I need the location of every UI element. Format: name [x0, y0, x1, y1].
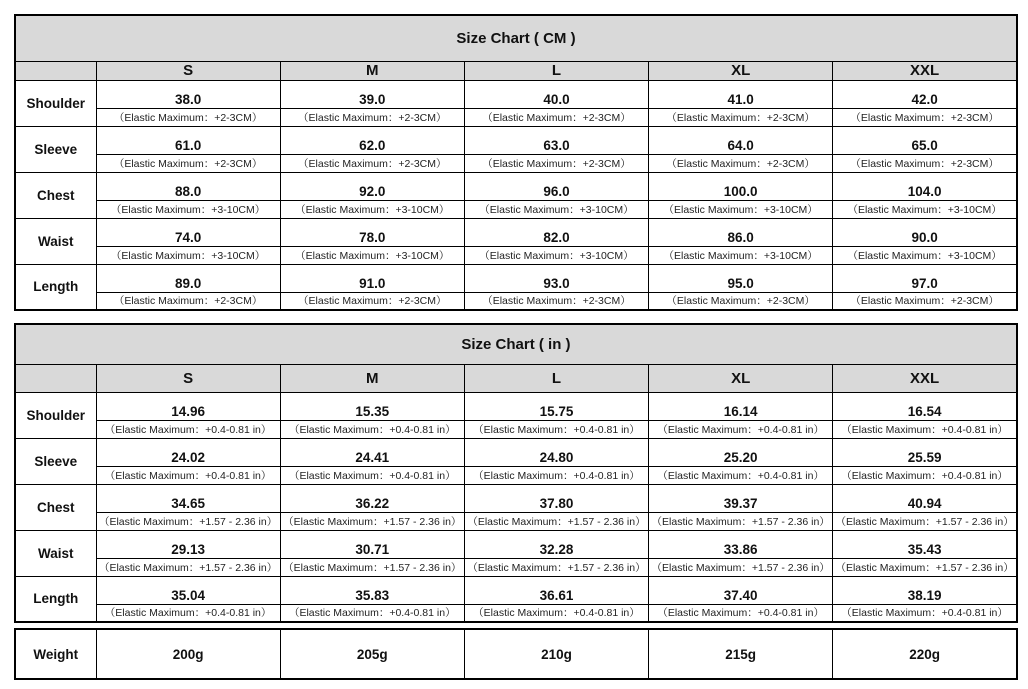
elastic-note: （Elastic Maximum：+0.4-0.81 in）	[649, 466, 833, 484]
elastic-note: （Elastic Maximum：+1.57 - 2.36 in）	[280, 558, 464, 576]
table-row	[15, 530, 1017, 558]
header-size-s: S	[96, 61, 280, 80]
note-row	[15, 558, 1017, 576]
elastic-note: （Elastic Maximum：+3-10CM）	[280, 200, 464, 218]
row-label-sleeve: Sleeve	[15, 126, 96, 172]
elastic-note: （Elastic Maximum：+3-10CM）	[649, 200, 833, 218]
weight-value: 205g	[280, 629, 464, 679]
elastic-note: （Elastic Maximum：+3-10CM）	[833, 246, 1017, 264]
elastic-note: （Elastic Maximum：+0.4-0.81 in）	[280, 604, 464, 622]
row-label-length: Length	[15, 576, 96, 622]
value-cell: 78.0	[280, 218, 464, 246]
value-cell: 35.83	[280, 576, 464, 604]
elastic-note: （Elastic Maximum：+2-3CM）	[649, 292, 833, 310]
size-chart-cm	[14, 14, 1018, 311]
value-cell: 24.80	[464, 438, 648, 466]
elastic-note: （Elastic Maximum：+0.4-0.81 in）	[96, 604, 280, 622]
elastic-note: （Elastic Maximum：+2-3CM）	[833, 108, 1017, 126]
value-cell: 16.14	[649, 392, 833, 420]
value-cell: 95.0	[649, 264, 833, 292]
row-label-chest: Chest	[15, 484, 96, 530]
table-row	[15, 629, 1017, 679]
elastic-note: （Elastic Maximum：+0.4-0.81 in）	[280, 420, 464, 438]
value-cell: 39.0	[280, 80, 464, 108]
value-cell: 74.0	[96, 218, 280, 246]
value-cell: 36.22	[280, 484, 464, 512]
elastic-note: （Elastic Maximum：+2-3CM）	[649, 154, 833, 172]
elastic-note: （Elastic Maximum：+1.57 - 2.36 in）	[280, 512, 464, 530]
value-cell: 25.20	[649, 438, 833, 466]
value-cell: 82.0	[464, 218, 648, 246]
value-cell: 37.40	[649, 576, 833, 604]
row-label-length: Length	[15, 264, 96, 310]
elastic-note: （Elastic Maximum：+2-3CM）	[464, 154, 648, 172]
value-cell: 41.0	[649, 80, 833, 108]
value-cell: 100.0	[649, 172, 833, 200]
elastic-note: （Elastic Maximum：+2-3CM）	[96, 108, 280, 126]
elastic-note: （Elastic Maximum：+0.4-0.81 in）	[96, 420, 280, 438]
value-cell: 62.0	[280, 126, 464, 154]
value-cell: 29.13	[96, 530, 280, 558]
header-size-l: L	[464, 61, 648, 80]
elastic-note: （Elastic Maximum：+3-10CM）	[464, 200, 648, 218]
value-cell: 16.54	[833, 392, 1017, 420]
table-row	[15, 80, 1017, 108]
value-cell: 15.75	[464, 392, 648, 420]
table-row	[15, 576, 1017, 604]
weight-value: 220g	[833, 629, 1017, 679]
elastic-note: （Elastic Maximum：+2-3CM）	[833, 154, 1017, 172]
value-cell: 61.0	[96, 126, 280, 154]
elastic-note: （Elastic Maximum：+2-3CM）	[464, 108, 648, 126]
value-cell: 97.0	[833, 264, 1017, 292]
elastic-note: （Elastic Maximum：+2-3CM）	[280, 154, 464, 172]
value-cell: 24.02	[96, 438, 280, 466]
elastic-note: （Elastic Maximum：+1.57 - 2.36 in）	[464, 558, 648, 576]
value-cell: 35.43	[833, 530, 1017, 558]
note-row	[15, 420, 1017, 438]
elastic-note: （Elastic Maximum：+2-3CM）	[649, 108, 833, 126]
note-row	[15, 292, 1017, 310]
note-row	[15, 154, 1017, 172]
table-row	[15, 126, 1017, 154]
elastic-note: （Elastic Maximum：+2-3CM）	[280, 292, 464, 310]
header-blank	[15, 61, 96, 80]
table-row	[15, 172, 1017, 200]
value-cell: 89.0	[96, 264, 280, 292]
value-cell: 32.28	[464, 530, 648, 558]
row-label-sleeve: Sleeve	[15, 438, 96, 484]
value-cell: 38.0	[96, 80, 280, 108]
table-row	[15, 484, 1017, 512]
header-size-m: M	[280, 364, 464, 392]
elastic-note: （Elastic Maximum：+3-10CM）	[96, 246, 280, 264]
header-size-xl: XL	[649, 364, 833, 392]
value-cell: 65.0	[833, 126, 1017, 154]
note-row	[15, 512, 1017, 530]
elastic-note: （Elastic Maximum：+0.4-0.81 in）	[464, 466, 648, 484]
elastic-note: （Elastic Maximum：+1.57 - 2.36 in）	[833, 558, 1017, 576]
elastic-note: （Elastic Maximum：+0.4-0.81 in）	[833, 604, 1017, 622]
elastic-note: （Elastic Maximum：+3-10CM）	[833, 200, 1017, 218]
elastic-note: （Elastic Maximum：+3-10CM）	[649, 246, 833, 264]
header-size-xxl: XXL	[833, 61, 1017, 80]
weight-value: 215g	[649, 629, 833, 679]
value-cell: 14.96	[96, 392, 280, 420]
value-cell: 24.41	[280, 438, 464, 466]
note-row	[15, 604, 1017, 622]
value-cell: 93.0	[464, 264, 648, 292]
value-cell: 25.59	[833, 438, 1017, 466]
elastic-note: （Elastic Maximum：+1.57 - 2.36 in）	[464, 512, 648, 530]
elastic-note: （Elastic Maximum：+1.57 - 2.36 in）	[649, 512, 833, 530]
value-cell: 104.0	[833, 172, 1017, 200]
row-label-waist: Waist	[15, 218, 96, 264]
header-blank	[15, 364, 96, 392]
elastic-note: （Elastic Maximum：+1.57 - 2.36 in）	[96, 558, 280, 576]
size-chart-cm-title: Size Chart ( CM )	[15, 15, 1017, 61]
note-row	[15, 246, 1017, 264]
note-row	[15, 466, 1017, 484]
elastic-note: （Elastic Maximum：+0.4-0.81 in）	[833, 466, 1017, 484]
value-cell: 15.35	[280, 392, 464, 420]
row-label-waist: Waist	[15, 530, 96, 576]
header-size-xxl: XXL	[833, 364, 1017, 392]
value-cell: 90.0	[833, 218, 1017, 246]
elastic-note: （Elastic Maximum：+1.57 - 2.36 in）	[649, 558, 833, 576]
table-row	[15, 264, 1017, 292]
value-cell: 40.0	[464, 80, 648, 108]
elastic-note: （Elastic Maximum：+0.4-0.81 in）	[464, 420, 648, 438]
row-label-chest: Chest	[15, 172, 96, 218]
row-label-weight: Weight	[15, 629, 96, 679]
value-cell: 30.71	[280, 530, 464, 558]
elastic-note: （Elastic Maximum：+0.4-0.81 in）	[649, 420, 833, 438]
header-size-xl: XL	[649, 61, 833, 80]
elastic-note: （Elastic Maximum：+0.4-0.81 in）	[833, 420, 1017, 438]
value-cell: 37.80	[464, 484, 648, 512]
row-label-shoulder: Shoulder	[15, 392, 96, 438]
elastic-note: （Elastic Maximum：+3-10CM）	[464, 246, 648, 264]
header-size-l: L	[464, 364, 648, 392]
elastic-note: （Elastic Maximum：+0.4-0.81 in）	[464, 604, 648, 622]
weight-value: 200g	[96, 629, 280, 679]
table-row	[15, 392, 1017, 420]
value-cell: 91.0	[280, 264, 464, 292]
elastic-note: （Elastic Maximum：+2-3CM）	[833, 292, 1017, 310]
value-cell: 63.0	[464, 126, 648, 154]
row-label-shoulder: Shoulder	[15, 80, 96, 126]
table-row	[15, 218, 1017, 246]
header-size-m: M	[280, 61, 464, 80]
value-cell: 64.0	[649, 126, 833, 154]
elastic-note: （Elastic Maximum：+0.4-0.81 in）	[649, 604, 833, 622]
value-cell: 86.0	[649, 218, 833, 246]
size-chart-in	[14, 323, 1018, 623]
elastic-note: （Elastic Maximum：+1.57 - 2.36 in）	[833, 512, 1017, 530]
value-cell: 36.61	[464, 576, 648, 604]
value-cell: 42.0	[833, 80, 1017, 108]
size-chart-in-title: Size Chart ( in )	[15, 324, 1017, 364]
value-cell: 40.94	[833, 484, 1017, 512]
elastic-note: （Elastic Maximum：+2-3CM）	[96, 292, 280, 310]
value-cell: 88.0	[96, 172, 280, 200]
weight-value: 210g	[464, 629, 648, 679]
elastic-note: （Elastic Maximum：+0.4-0.81 in）	[96, 466, 280, 484]
value-cell: 33.86	[649, 530, 833, 558]
value-cell: 34.65	[96, 484, 280, 512]
value-cell: 38.19	[833, 576, 1017, 604]
note-row	[15, 108, 1017, 126]
note-row	[15, 200, 1017, 218]
elastic-note: （Elastic Maximum：+2-3CM）	[96, 154, 280, 172]
table-row	[15, 438, 1017, 466]
header-size-s: S	[96, 364, 280, 392]
elastic-note: （Elastic Maximum：+3-10CM）	[96, 200, 280, 218]
elastic-note: （Elastic Maximum：+2-3CM）	[464, 292, 648, 310]
weight-table	[14, 628, 1018, 680]
elastic-note: （Elastic Maximum：+3-10CM）	[280, 246, 464, 264]
value-cell: 39.37	[649, 484, 833, 512]
elastic-note: （Elastic Maximum：+0.4-0.81 in）	[280, 466, 464, 484]
elastic-note: （Elastic Maximum：+2-3CM）	[280, 108, 464, 126]
value-cell: 92.0	[280, 172, 464, 200]
value-cell: 35.04	[96, 576, 280, 604]
value-cell: 96.0	[464, 172, 648, 200]
elastic-note: （Elastic Maximum：+1.57 - 2.36 in）	[96, 512, 280, 530]
